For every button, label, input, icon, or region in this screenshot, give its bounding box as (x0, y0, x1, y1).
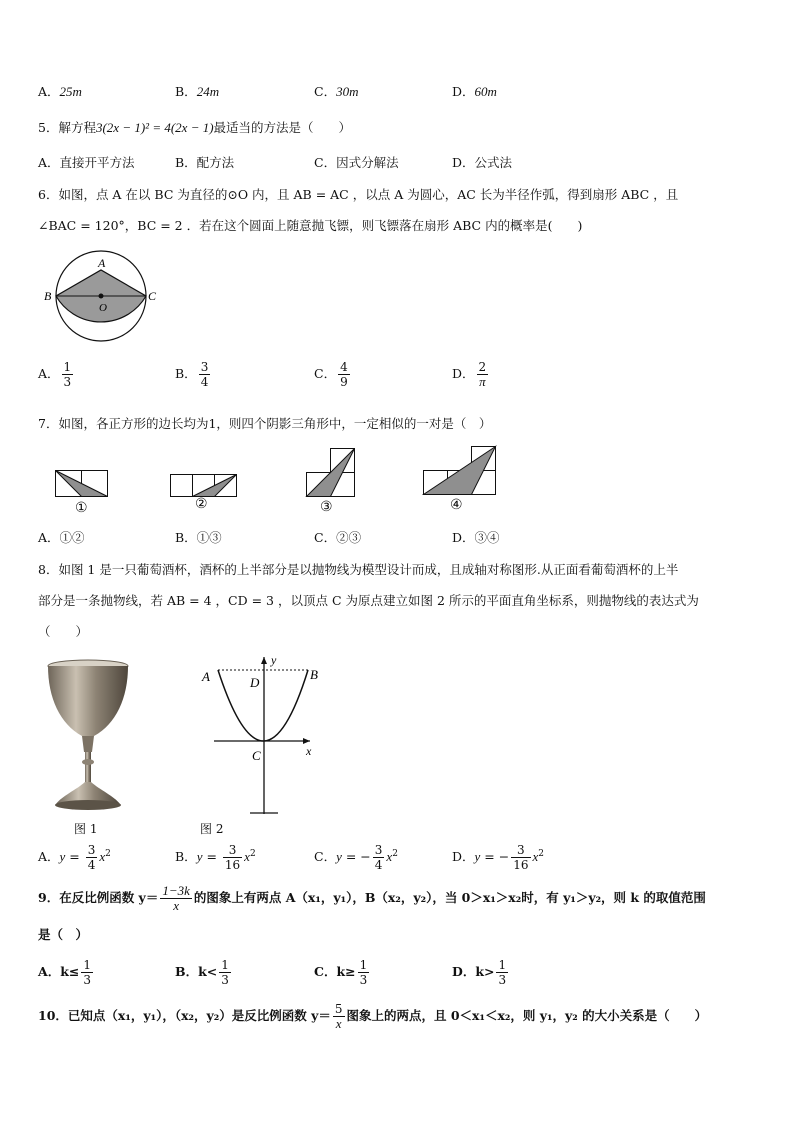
q9-option-d: D．k> $\frac{1}{3}$ (452, 958, 507, 987)
q7-label-4: ④ (450, 497, 463, 513)
q6-sector-figure (42, 250, 167, 345)
q8-parabola (218, 670, 308, 741)
q7-figure-3 (306, 448, 360, 498)
q8-line2: 部分是一条抛物线，若 AB = 4 ，CD = 3 ，以顶点 C 为原点建立如图 2 所示的平面直角坐标系，则抛物线的表达式为 (38, 593, 699, 608)
q8-option-c: C．y = − $\frac{3}{4}$ $x^2$ (314, 843, 398, 872)
q5-option-b: B．配方法 (175, 155, 235, 170)
q8-line3: （ ） (38, 624, 89, 639)
q8-parabola-figure (200, 652, 330, 817)
q9-option-a: A．k≤ $\frac{1}{3}$ (38, 958, 91, 987)
q8-label-c: C (252, 748, 261, 763)
q7-figure-2 (170, 474, 240, 498)
q8-option-d: D．y = − $\frac{3}{16}$ $x^2$ (452, 843, 545, 872)
q8-fig2-caption: 图 2 (200, 822, 224, 836)
q7-label-2: ② (195, 496, 208, 512)
q7-figure-4 (423, 446, 497, 496)
q4-option-c: C．30m (314, 84, 359, 99)
q7-option-d: D．③④ (452, 530, 500, 545)
q9-option-b: B．k< $\frac{1}{3}$ (175, 958, 229, 987)
q8-line1: 8．如图 1 是一只葡萄酒杯，酒杯的上半部分是以抛物线为模型设计而成，且成轴对称图形.从正面看葡萄酒杯的上半 (38, 562, 679, 577)
q4-option-a: A．25m (38, 84, 82, 99)
q8-label-a: A (202, 669, 210, 684)
q6-option-d: D． $\frac{2}{\pi}$ (452, 360, 487, 389)
q4-option-b: B．24m (175, 84, 220, 99)
q7-option-c: C．②③ (314, 530, 362, 545)
q5-option-c: C．因式分解法 (314, 155, 399, 170)
q8-fig1-caption: 图 1 (74, 822, 98, 836)
q6-option-b: B． $\frac{3}{4}$ (175, 360, 209, 389)
q6-center-dot (99, 294, 104, 299)
q8-label-y: y (271, 653, 277, 667)
q6-line2: ∠BAC = 120°，BC = 2 ．若在这个圆面上随意抛飞镖，则飞镖落在扇形 ABC 内的概率是( ) (38, 218, 583, 233)
q6-line1: 6．如图，点 A 在以 BC 为直径的⊙O 内，且 AB = AC ，以点 A 为圆心，AC 长为半径作弧，得到扇形 ABC ，且 (38, 187, 679, 202)
q7-label-3: ③ (320, 499, 333, 515)
q8-label-b: B (310, 667, 318, 682)
q8-option-a: A．y = $\frac{3}{4}$ $x^2$ (38, 843, 111, 872)
q8-label-x: x (306, 744, 312, 758)
q6-label-b: B (44, 289, 52, 303)
q6-label-o: O (99, 302, 107, 314)
q9-stem: 9．在反比例函数 y＝ $\frac{1-3k}{x}$ 的图象上有两点 A（x₁，y₁），B（x₂，y₂），当 0＞x₁＞x₂时，有 y₁＞y₂，则 k 的取值范围 (38, 883, 706, 913)
q9-line2: 是（ ） (38, 927, 89, 942)
q6-option-a: A． $\frac{1}{3}$ (38, 360, 72, 389)
q5-stem: 5．解方程3(2x − 1)² = 4(2x − 1)最适当的方法是（ ） (38, 120, 352, 135)
q10-stem: 10．已知点（x₁，y₁），（x₂，y₂）是反比例函数 y＝ $\frac{5}{x}$ 图象上的两点，且 0＜x₁＜x₂，则 y₁，y₂ 的大小关系是（ ） (38, 1002, 708, 1031)
q8-label-d: D (250, 675, 260, 690)
q7-stem: 7．如图，各正方形的边长均为1，则四个阴影三角形中，一定相似的一对是（ ） (38, 416, 492, 431)
q8-option-b: B．y = $\frac{3}{16}$ $x^2$ (175, 843, 256, 872)
q7-figure-1 (55, 470, 109, 498)
q4-option-d: D．60m (452, 84, 497, 99)
q6-label-a: A (98, 256, 106, 270)
q6-label-c: C (148, 289, 157, 303)
q7-option-a: A．①② (38, 530, 85, 545)
wine-glass-image (42, 658, 134, 813)
q5-option-a: A．直接开平方法 (38, 155, 135, 170)
q6-option-c: C． $\frac{4}{9}$ (314, 360, 348, 389)
q7-option-b: B．①③ (175, 530, 222, 545)
q9-option-c: C．k≥ $\frac{1}{3}$ (314, 958, 368, 987)
q5-option-d: D．公式法 (452, 155, 513, 170)
q7-label-1: ① (75, 500, 88, 516)
